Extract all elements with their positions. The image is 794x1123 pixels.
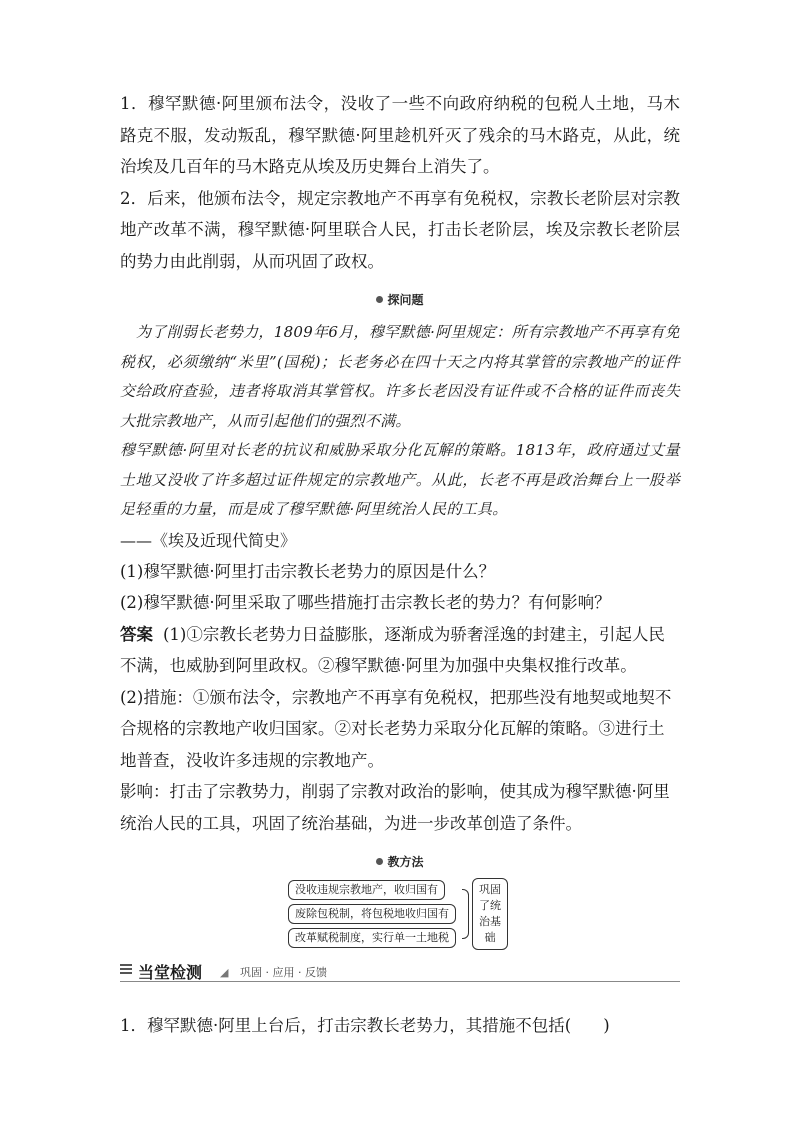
section-bar-slash-icon: ◢ xyxy=(220,966,229,979)
method-item-3: 改革赋税制度，实行单一土地税 xyxy=(288,928,456,948)
section-bar-marks-icon xyxy=(120,964,132,978)
explore-heading xyxy=(120,291,680,308)
question-2: (2)穆罕默德·阿里采取了哪些措施打击宗教长老的势力？有何影响？ xyxy=(120,593,611,612)
answer-1-text: (1)①宗教长老势力日益膨胀，逐渐成为骄奢淫逸的封建主，引起人民不满，也威胁到阿里政权。②穆罕默德·阿里为加强中央集权推行改革。 xyxy=(120,624,665,675)
method-item-2: 废除包税制，将包税地收归国有 xyxy=(288,904,456,924)
method-bracket xyxy=(462,889,469,939)
method-heading-text: 教方法 xyxy=(387,855,424,869)
section-bar xyxy=(120,960,680,990)
question-1: (1)穆罕默德·阿里打击宗教长老势力的原因是什么？ xyxy=(120,561,496,581)
bullet-dot-icon xyxy=(376,858,383,865)
test-question-1 xyxy=(120,1010,680,1042)
method-result: 巩固了统治基础 xyxy=(472,878,508,950)
intro-paragraph-1: 1．穆罕默德·阿里颁布法令，没收了一些不向政府纳税的包税人土地，马木路克不服，发动叛乱，穆罕默德·阿里趁机歼灭了残余的马木路克，从此，统治埃及几百年的马木路克从埃及历史舞台上消失了。 xyxy=(120,94,680,176)
quote-source: ——《埃及近现代简史》 xyxy=(120,530,297,550)
explore-heading-text: 探问题 xyxy=(387,293,424,307)
intro-paragraph-2: 2．后来，他颁布法令，规定宗教地产不再享有免税权，宗教长老阶层对宗教地产改革不满，穆罕默德·阿里联合人民，打击长老阶层，埃及宗教长老阶层的势力由此削弱，从而巩固了政权。 xyxy=(120,188,680,271)
method-item-1: 没收违规宗教地产，收归国有 xyxy=(288,880,445,900)
method-heading xyxy=(120,853,680,870)
bullet-dot-icon xyxy=(376,296,383,303)
explore-quote-1: 为了削弱长老势力，1809年6月，穆罕默德·阿里规定：所有宗教地产不再享有免税权，必须缴纳“米里”(国税)；长老务必在四十天之内将其掌管的宗教地产的证件交给政府查验，违者将取消其掌管权。许多长老因没有证件或不合格的证件而丧失大批宗教地产，从而引起他们的强烈不满。 xyxy=(120,323,680,430)
answer-3: 影响：打击了宗教势力，削弱了宗教对政治的影响，使其成为穆罕默德·阿里统治人民的工具，巩固了统治基础，为进一步改革创造了条件。 xyxy=(120,782,670,833)
answer-1 xyxy=(120,619,680,682)
section-bar-subtitle: 巩固 · 应用 · 反馈 xyxy=(240,966,327,979)
explore-quote-2: 穆罕默德·阿里对长老的抗议和威胁采取分化瓦解的策略。1813年，政府通过丈量土地又没收了许多超过证件规定的宗教地产。从此，长老不再是政治舞台上一股举足轻重的力量，而是成了穆罕默德·阿里统治人民的工具。 xyxy=(120,441,680,518)
test-question-1-text: 1．穆罕默德·阿里上台后，打击宗教长老势力，其措施不包括( xyxy=(120,1016,572,1035)
page-content xyxy=(120,88,680,1042)
section-bar-title: 当堂检测 xyxy=(138,963,203,982)
method-diagram xyxy=(120,880,680,952)
answer-2: (2)措施：①颁布法令，宗教地产不再享有免税权，把那些没有地契或地契不合规格的宗教地产收归国家。②对长老势力采取分化瓦解的策略。③进行土地普查，没收许多违规的宗教地产。 xyxy=(120,687,672,770)
section-bar-divider xyxy=(120,981,680,982)
test-question-1-close: ) xyxy=(603,1016,610,1035)
section-bar-inner xyxy=(120,960,680,982)
answer-label: 答案 xyxy=(120,624,153,644)
